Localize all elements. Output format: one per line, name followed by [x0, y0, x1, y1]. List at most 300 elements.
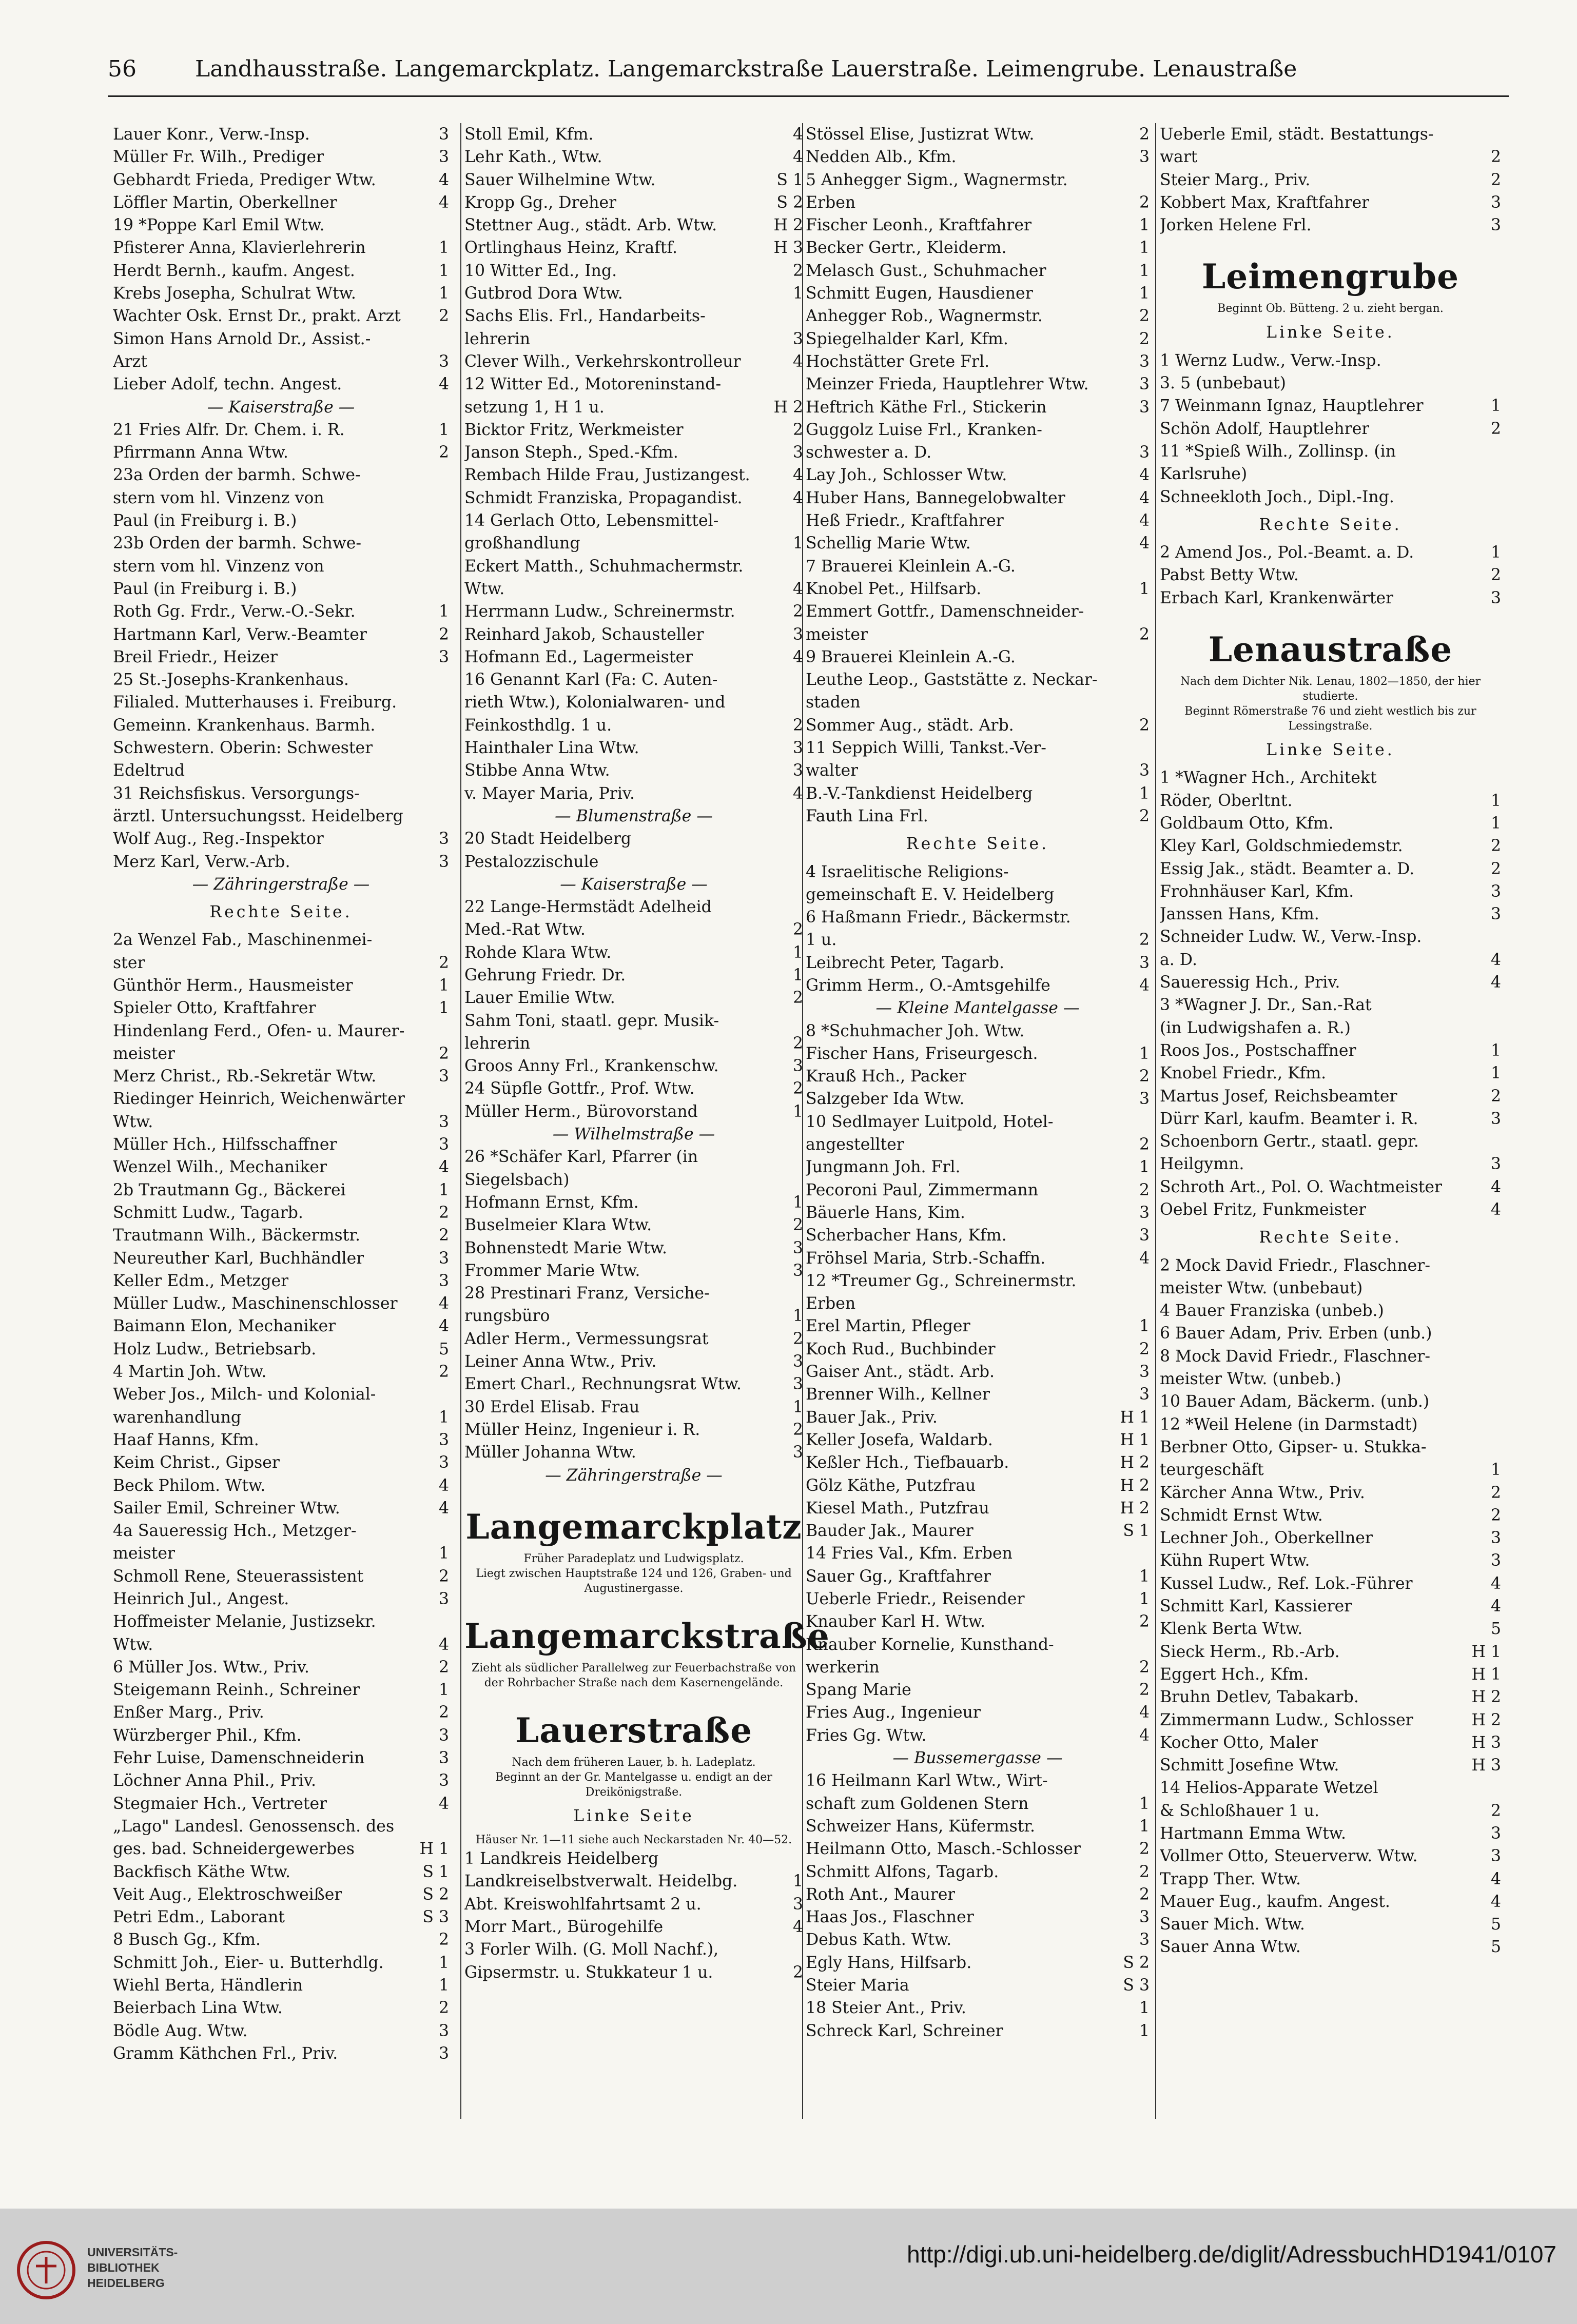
directory-entry: [806, 578, 1150, 600]
directory-entry: [113, 441, 449, 464]
cross-street-marker: — Kleine Mantelgasse —: [875, 999, 1080, 1018]
entry-floor: 4: [438, 1317, 449, 1336]
directory-entry: [806, 350, 1150, 373]
entry-floor: 1: [1490, 791, 1501, 810]
entry-text: Paul (in Freiburg i. B.): [113, 579, 297, 598]
directory-entry: [806, 1020, 1150, 1042]
directory-entry: [1160, 1936, 1501, 1958]
entry-text: Schmitt Alfons, Tagarb.: [806, 1862, 999, 1881]
entry-floor: 1: [438, 602, 449, 621]
entry-text: Vollmer Otto, Steuerverw. Wtw.: [1160, 1847, 1418, 1866]
entry-text: 3 *Wagner J. Dr., San.-Rat: [1160, 996, 1372, 1015]
entry-text: Gemeinn. Krankenhaus. Barmh.: [113, 716, 376, 735]
entry-text: 14 Gerlach Otto, Lebensmittel-: [464, 511, 719, 530]
entry-text: Koch Rud., Buchbinder: [806, 1340, 996, 1358]
directory-entry: [464, 532, 803, 555]
entry-text: Janssen Hans, Kfm.: [1160, 905, 1319, 924]
entry-text: Edeltrud: [113, 761, 185, 780]
directory-entry: [113, 1769, 449, 1792]
directory-entry: [113, 146, 449, 168]
entry-text: Kussel Ludw., Ref. Lok.-Führer: [1160, 1574, 1413, 1593]
entry-floor: H 1: [1120, 1430, 1150, 1449]
entry-text: 8 *Schuhmacher Joh. Wtw.: [806, 1021, 1025, 1040]
directory-entry: [113, 1906, 449, 1928]
entry-text: Buselmeier Klara Wtw.: [464, 1216, 652, 1235]
entry-floor: 2: [1139, 931, 1150, 950]
viewer-footer: [0, 2209, 1577, 2324]
entry-floor: 4: [1490, 1200, 1501, 1219]
entry-text: werkerin: [806, 1658, 880, 1677]
directory-entry: [113, 782, 449, 805]
directory-entry: [806, 737, 1150, 759]
entry-floor: 1: [438, 999, 449, 1018]
street-heading: Leimengrube: [1201, 257, 1459, 297]
directory-entry: [806, 1451, 1150, 1474]
directory-entry: [1160, 1800, 1501, 1822]
directory-entry: [113, 1520, 449, 1542]
entry-floor: 3: [792, 625, 803, 644]
directory-entry: [464, 918, 803, 941]
directory-entry: [1160, 1413, 1501, 1436]
entry-floor: 3: [1139, 1226, 1150, 1245]
entry-text: 4 Bauer Franziska (unbeb.): [1160, 1302, 1384, 1321]
logo-line: HEIDELBERG: [87, 2276, 165, 2290]
entry-text: 14 Helios-Apparate Wetzel: [1160, 1779, 1378, 1798]
entry-text: Mauer Eug., kaufm. Angest.: [1160, 1892, 1390, 1911]
directory-entry: [1160, 1254, 1501, 1277]
directory-entry: [806, 1928, 1150, 1951]
entry-floor: [1498, 1277, 1501, 1299]
permalink-url[interactable]: http://digi.ub.uni-heidelberg.de/diglit/AdressbuchHD1941/0107: [907, 2241, 1556, 2268]
entry-floor: 2: [1139, 1135, 1150, 1154]
entry-text: 9 Brauerei Kleinlein A.-G.: [806, 647, 1016, 666]
entry-floor: 4: [792, 784, 803, 803]
entry-floor: H 2: [1471, 1710, 1501, 1729]
entry-text: Abt. Kreiswohlfahrtsamt 2 u.: [464, 1895, 702, 1914]
entry-text: Beck Philom. Wtw.: [113, 1476, 266, 1495]
entry-floor: 2: [792, 716, 803, 735]
entry-text: Spiegelhalder Karl, Kfm.: [806, 329, 1008, 348]
entry-text: Lauer Konr., Verw.-Insp.: [113, 125, 310, 144]
entry-text: 25 St.-Josephs-Krankenhaus.: [113, 671, 349, 690]
entry-floor: 2: [438, 1931, 449, 1949]
directory-entry: [806, 906, 1150, 929]
directory-entry: [1160, 541, 1501, 564]
directory-entry: [113, 828, 449, 850]
entry-floor: [800, 305, 803, 327]
logo-line: UNIVERSITÄTS-: [87, 2246, 178, 2259]
entry-text: Röder, Oberltnt.: [1160, 791, 1293, 810]
directory-entry: [806, 1542, 1150, 1565]
directory-entry: [806, 1838, 1150, 1860]
directory-entry: [806, 419, 1150, 441]
directory-entry: [806, 1883, 1150, 1906]
directory-entry: [1160, 1017, 1501, 1039]
entry-floor: 2: [1139, 1862, 1150, 1881]
entry-floor: 2: [1139, 307, 1150, 326]
directory-entry: [806, 1315, 1150, 1337]
entry-text: Leuthe Leop., Gaststätte z. Neckar-: [806, 671, 1098, 690]
directory-entry: [464, 487, 803, 509]
entry-text: meister: [113, 1544, 176, 1563]
entry-text: Schneekloth Joch., Dipl.-Ing.: [1160, 487, 1394, 506]
entry-floor: 3: [792, 1443, 803, 1462]
entry-text: gemeinschaft E. V. Heidelberg: [806, 885, 1055, 904]
directory-entry: [464, 1938, 803, 1961]
entry-floor: 3: [1139, 148, 1150, 167]
entry-floor: [446, 509, 449, 532]
directory-entry: [1160, 214, 1501, 237]
entry-text: Gutbrod Dora Wtw.: [464, 284, 623, 303]
directory-entry: [113, 1315, 449, 1337]
entry-text: Hofmann Ernst, Kfm.: [464, 1193, 639, 1212]
entry-floor: [1498, 1254, 1501, 1277]
entry-floor: 1: [1139, 1590, 1150, 1608]
entry-floor: [800, 1847, 803, 1870]
entry-text: Gipsermstr. u. Stukkateur 1 u.: [464, 1963, 713, 1982]
entry-text: 24 Süpfle Gottfr., Prof. Wtw.: [464, 1079, 695, 1098]
directory-entry: [1160, 372, 1501, 395]
entry-floor: [1146, 1111, 1150, 1133]
entry-floor: [1146, 906, 1150, 929]
entry-floor: 2: [1139, 1840, 1150, 1859]
entry-floor: [1498, 123, 1501, 146]
entry-text: Gölz Käthe, Putzfrau: [806, 1476, 976, 1495]
entry-floor: H 2: [773, 398, 803, 417]
directory-entry: [113, 1610, 449, 1633]
entry-floor: 2: [1490, 566, 1501, 585]
entry-text: Sauer Wilhelmine Wtw.: [464, 170, 656, 189]
entry-text: Haaf Hanns, Kfm.: [113, 1430, 259, 1449]
directory-entry: [113, 1497, 449, 1520]
directory-entry: [806, 1610, 1150, 1633]
entry-floor: 3: [1139, 1203, 1150, 1222]
entry-floor: [1498, 440, 1501, 463]
entry-text: Schmidt Ernst Wtw.: [1160, 1506, 1323, 1525]
entry-text: Kropp Gg., Dreher: [464, 193, 617, 212]
entry-floor: 1: [438, 261, 449, 280]
entry-text: Pfisterer Anna, Klavierlehrerin: [113, 239, 366, 258]
entry-floor: H 2: [1120, 1453, 1150, 1472]
entry-text: Hoffmeister Melanie, Justizsekr.: [113, 1612, 376, 1631]
directory-entry: [113, 260, 449, 282]
directory-entry: [464, 1237, 803, 1259]
entry-floor: 2: [1139, 1612, 1150, 1631]
entry-text: „Lago" Landesl. Genossensch. des: [113, 1817, 395, 1836]
entry-floor: 3: [438, 148, 449, 167]
entry-text: Grimm Herm., O.-Amtsgehilfe: [806, 976, 1050, 995]
directory-entry: [806, 1974, 1150, 1997]
directory-entry: [464, 668, 803, 691]
entry-floor: 1: [1490, 1461, 1501, 1480]
directory-entry: [1160, 1868, 1501, 1890]
entry-floor: 2: [792, 261, 803, 280]
directory-entry: [464, 1191, 803, 1214]
directory-entry: [1160, 1504, 1501, 1527]
directory-entry: [113, 1861, 449, 1883]
directory-entry: [464, 305, 803, 327]
entry-floor: 3: [1490, 905, 1501, 924]
entry-floor: 4: [1139, 466, 1150, 485]
entry-text: Krebs Josepha, Schulrat Wtw.: [113, 284, 356, 303]
directory-entry: [1160, 1777, 1501, 1799]
entry-text: 19 *Poppe Karl Emil Wtw.: [113, 216, 325, 235]
entry-floor: 3: [1139, 1908, 1150, 1927]
entry-floor: 2: [1139, 1681, 1150, 1700]
directory-entry: [1160, 1845, 1501, 1867]
directory-entry: [464, 441, 803, 464]
entry-floor: 1: [438, 420, 449, 439]
entry-text: Müller Hch., Hilfsschaffner: [113, 1135, 337, 1154]
entry-floor: 3: [438, 830, 449, 849]
directory-entry: [113, 1928, 449, 1951]
directory-entry: [113, 600, 449, 623]
entry-text: (in Ludwigshafen a. R.): [1160, 1018, 1351, 1037]
directory-entry: [1160, 1731, 1501, 1754]
directory-entry: [806, 1769, 1150, 1792]
cross-street-marker: — Bussemergasse —: [892, 1749, 1063, 1768]
entry-text: Müller Fr. Wilh., Prediger: [113, 148, 324, 167]
entry-text: Herdt Bernh., kaufm. Angest.: [113, 261, 355, 280]
directory-entry: [806, 1202, 1150, 1224]
entry-text: 28 Prestinari Franz, Versiche-: [464, 1284, 710, 1303]
entry-floor: S 1: [776, 170, 803, 189]
entry-floor: [446, 691, 449, 714]
directory-entry: [806, 668, 1150, 691]
directory-entry: [113, 805, 449, 828]
entry-floor: 2: [792, 920, 803, 939]
entry-text: Heilmann Otto, Masch.-Schlosser: [806, 1840, 1081, 1859]
directory-entry: [806, 373, 1150, 396]
directory-entry: [464, 941, 803, 964]
entry-floor: 4: [1139, 488, 1150, 507]
entry-floor: 3: [1139, 443, 1150, 462]
entry-text: Arzt: [113, 352, 148, 371]
entry-floor: 4: [438, 1294, 449, 1313]
directory-entry: [806, 396, 1150, 419]
entry-floor: 2: [1490, 419, 1501, 438]
entry-text: 16 Heilmann Karl Wtw., Wirt-: [806, 1771, 1048, 1790]
entry-floor: 1: [438, 1180, 449, 1199]
entry-floor: H 1: [1120, 1408, 1150, 1427]
directory-entry: [806, 2020, 1150, 2042]
entry-floor: 2: [1139, 716, 1150, 735]
entry-floor: 2: [792, 989, 803, 1008]
entry-text: Breil Friedr., Heizer: [113, 647, 278, 666]
directory-entry: [1160, 1176, 1501, 1198]
directory-entry: [113, 759, 449, 782]
entry-text: Berbner Otto, Gipser- u. Stukka-: [1160, 1437, 1427, 1456]
directory-entry: [464, 237, 803, 259]
entry-floor: 3: [1490, 1847, 1501, 1866]
cross-street-marker: — Kaiserstraße —: [560, 875, 708, 894]
directory-entry: [1160, 1754, 1501, 1777]
entry-floor: [1146, 883, 1150, 906]
entry-floor: [446, 1610, 449, 1633]
entry-floor: 1: [1139, 1794, 1150, 1813]
entry-floor: [446, 782, 449, 805]
entry-text: Ortlinghaus Heinz, Kraftf.: [464, 239, 678, 258]
page-header: [108, 54, 1493, 85]
directory-entry: [806, 123, 1150, 146]
entry-floor: 2: [1490, 1506, 1501, 1525]
directory-entry: [113, 1042, 449, 1065]
entry-text: ärztl. Untersuchungsst. Heidelberg: [113, 806, 403, 825]
entry-floor: 2: [438, 307, 449, 326]
directory-entry: [806, 1338, 1150, 1361]
entry-floor: [446, 759, 449, 782]
entry-floor: 4: [1139, 1703, 1150, 1722]
entry-text: 21 Fries Alfr. Dr. Chem. i. R.: [113, 420, 345, 439]
directory-entry: [1160, 1459, 1501, 1481]
entry-text: schwester a. D.: [806, 443, 932, 462]
directory-entry: [464, 782, 803, 805]
directory-entry: [113, 282, 449, 305]
directory-entry: [464, 328, 803, 350]
directory-entry: [1160, 1299, 1501, 1322]
entry-text: rungsbüro: [464, 1307, 550, 1326]
entry-floor: 4: [792, 488, 803, 507]
entry-text: Schmidt Franziska, Propagandist.: [464, 488, 743, 507]
directory-entry: [113, 191, 449, 214]
entry-floor: 4: [1490, 1892, 1501, 1911]
entry-floor: [1146, 1769, 1150, 1792]
directory-entry: [806, 714, 1150, 737]
directory-entry: [464, 1847, 803, 1870]
side-heading: Rechte Seite.: [1259, 515, 1402, 534]
entry-text: 12 Witter Ed., Motoreninstand-: [464, 375, 722, 394]
directory-entry: [464, 1350, 803, 1373]
entry-floor: S 1: [422, 1862, 449, 1881]
entry-text: Wtw.: [113, 1112, 153, 1131]
entry-floor: 3: [792, 1895, 803, 1914]
entry-text: Siegelsbach): [464, 1170, 570, 1189]
directory-entry: [1160, 1108, 1501, 1130]
directory-entry: [806, 328, 1150, 350]
entry-floor: 1: [792, 1193, 803, 1212]
directory-entry: [464, 578, 803, 600]
entry-text: v. Mayer Maria, Priv.: [464, 784, 635, 803]
entry-text: 7 Brauerei Kleinlein A.-G.: [806, 557, 1016, 576]
entry-floor: 1: [1139, 284, 1150, 303]
entry-text: Gebhardt Frieda, Prediger Wtw.: [113, 170, 376, 189]
directory-entry: [464, 1169, 803, 1191]
entry-text: Eggert Hch., Kfm.: [1160, 1665, 1309, 1684]
directory-entry: [806, 1133, 1150, 1156]
entry-text: stern vom hl. Vinzenz von: [113, 557, 324, 576]
directory-entry: [1160, 1663, 1501, 1686]
entry-text: Knobel Pet., Hilfsarb.: [806, 579, 982, 598]
entry-text: rieth Wtw.), Kolonialwaren- und: [464, 693, 726, 712]
entry-text: meister: [113, 1044, 176, 1063]
entry-floor: [1498, 1130, 1501, 1153]
directory-entry: [464, 714, 803, 737]
entry-floor: 3: [1490, 193, 1501, 212]
entry-text: Schmitt Joh., Eier- u. Butterhdlg.: [113, 1953, 384, 1972]
directory-entry: [1160, 971, 1501, 994]
directory-entry: [113, 2042, 449, 2065]
directory-entry: [1160, 858, 1501, 880]
directory-entry: [113, 1361, 449, 1383]
entry-floor: 1: [1139, 216, 1150, 235]
directory-entry: [806, 532, 1150, 555]
entry-text: Müller Heinz, Ingenieur i. R.: [464, 1420, 700, 1439]
entry-floor: 4: [792, 148, 803, 167]
entry-text: 3 Forler Wilh. (G. Moll Nachf.),: [464, 1940, 719, 1959]
entry-text: Leibrecht Peter, Tagarb.: [806, 953, 1004, 972]
entry-floor: 1: [792, 966, 803, 984]
entry-floor: 4: [1139, 1249, 1150, 1268]
entry-floor: 3: [1139, 352, 1150, 371]
entry-text: 7 Weinmann Ignaz, Hauptlehrer: [1160, 397, 1424, 416]
entry-text: Hartmann Karl, Verw.-Beamter: [113, 625, 367, 644]
entry-text: setzung 1, H 1 u.: [464, 398, 605, 417]
entry-floor: 1: [792, 1872, 803, 1891]
entry-text: Bäuerle Hans, Kim.: [806, 1203, 965, 1222]
entry-text: schaft zum Goldenen Stern: [806, 1794, 1029, 1813]
entry-floor: [1498, 1299, 1501, 1322]
directory-entry: [1160, 790, 1501, 812]
entry-floor: 2: [792, 1329, 803, 1348]
directory-entry: [806, 1701, 1150, 1724]
street-note: Häuser Nr. 1—11 siehe auch Neckarstaden Nr. 40—52.: [475, 1834, 792, 1847]
entry-text: 6 Bauer Adam, Priv. Erben (unb.): [1160, 1324, 1432, 1343]
entry-floor: [446, 1088, 449, 1110]
entry-floor: [446, 668, 449, 691]
library-logo-text[interactable]: [87, 2244, 178, 2291]
directory-entry: [1160, 903, 1501, 925]
entry-text: Kley Karl, Goldschmiedemstr.: [1160, 837, 1403, 856]
directory-entry: [464, 759, 803, 782]
directory-entry: [806, 1952, 1150, 1974]
entry-floor: 3: [792, 443, 803, 462]
directory-entry: [113, 1952, 449, 1974]
entry-floor: 4: [792, 125, 803, 144]
entry-text: Fries Aug., Ingenieur: [806, 1703, 981, 1722]
entry-text: ges. bad. Schneidergewerbes: [113, 1840, 355, 1859]
entry-text: 1 Landkreis Heidelberg: [464, 1849, 659, 1868]
entry-floor: 2: [1139, 1180, 1150, 1199]
directory-entry: [806, 1383, 1150, 1406]
entry-text: Schoenborn Gertr., staatl. gepr.: [1160, 1132, 1419, 1151]
entry-floor: 2: [1139, 1340, 1150, 1358]
entry-text: Hofmann Ed., Lagermeister: [464, 647, 693, 666]
running-title: Landhausstraße. Langemarckplatz. Langemarckstraße Lauerstraße. Leimengrube. Lenaustraße: [195, 56, 1297, 82]
entry-text: Janson Steph., Sped.-Kfm.: [464, 443, 678, 462]
entry-text: Hainthaler Lina Wtw.: [464, 739, 639, 758]
street-note: Nach dem früheren Lauer, b. h. Ladeplatz.: [512, 1756, 756, 1769]
entry-text: Beierbach Lina Wtw.: [113, 1999, 283, 2018]
entry-floor: [446, 578, 449, 600]
entry-text: Pestalozzischule: [464, 852, 599, 871]
directory-entry: [464, 509, 803, 532]
directory-entry: [806, 1656, 1150, 1679]
street-heading: Langemarckstraße: [464, 1616, 830, 1656]
university-seal-icon[interactable]: [15, 2239, 77, 2301]
entry-text: Emmert Gottfr., Damenschneider-: [806, 602, 1084, 621]
entry-floor: 4: [1490, 1597, 1501, 1616]
entry-floor: 1: [1490, 1041, 1501, 1060]
entry-text: Huber Hans, Bannegelobwalter: [806, 488, 1065, 507]
entry-text: meister: [806, 625, 868, 644]
entry-text: Hindenlang Ferd., Ofen- u. Maurer-: [113, 1021, 405, 1040]
directory-entry: [1160, 1345, 1501, 1368]
entry-floor: H 2: [1471, 1688, 1501, 1707]
entry-text: wart: [1160, 148, 1198, 167]
entry-text: Sauer Mich. Wtw.: [1160, 1915, 1305, 1934]
entry-text: Egly Hans, Hilfsarb.: [806, 1953, 972, 1972]
entry-text: Saueressig Hch., Priv.: [1160, 973, 1340, 992]
